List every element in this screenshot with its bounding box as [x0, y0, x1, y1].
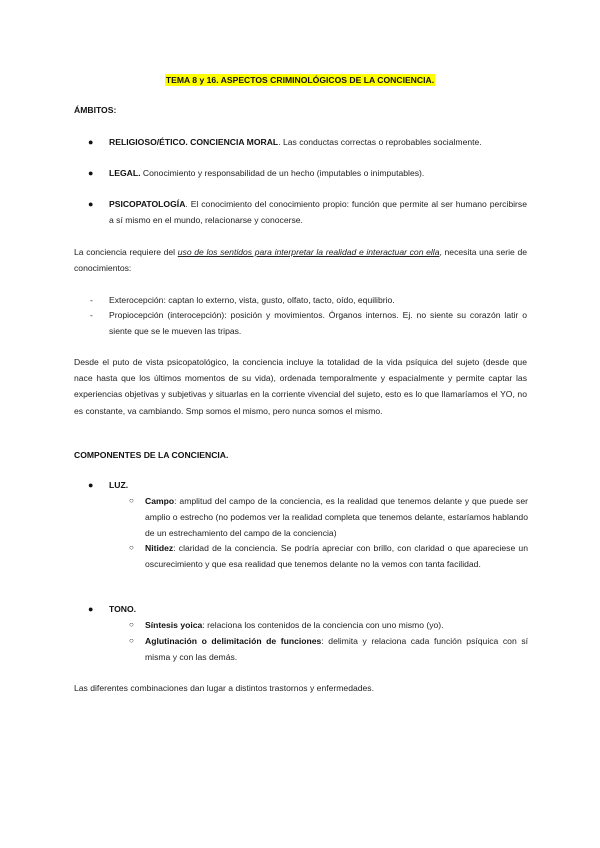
psico-paragraph: Desde el puto de vista psicopatológico, la conciencia incluye la totalidad de la vida psíquica del sujeto (desde que nace hasta que los últimos momentos de su vida), ordenada temporalmente y espacialmente y permite captar las experiencias objetivas y subjetivas y situarlas en la corriente vivencial del sujeto, esto es lo que llamaríamos el YO, no es constante, va cambiando. Smp somos el mismo, pero nunca somos el mismo.: [74, 357, 527, 416]
tono-term: Aglutinación o delimitación de funciones: [145, 636, 322, 646]
luz-label: LUZ.: [109, 480, 129, 490]
circle-bullet-icon: ○: [129, 620, 134, 629]
tono-item-aglutinacion: [145, 633, 528, 665]
tono-text: : relaciona los contenidos de la conciencia con uno mismo (yo).: [202, 620, 444, 630]
list-item-exterocepcion: Exterocepción: captan lo externo, vista, gusto, olfato, tacto, oído, equilibrio.: [109, 295, 395, 305]
tono-item-sintesis: [145, 617, 528, 633]
list-item-propiocepcion: Propiocepción (interocepción): posición y movimientos. Órganos internos. Ej. no siente su corazón latir o siente que se le mueven las tripas.: [109, 310, 527, 337]
ambito-text: . Las conductas correctas o reprobables socialmente.: [278, 137, 482, 147]
bullet-icon: ●: [88, 137, 94, 147]
intro-underlined: uso de los sentidos para interpretar la realidad e interactuar con ella: [177, 247, 440, 257]
ambito-term: PSICOPATOLOGÍA: [109, 199, 186, 209]
bullet-icon: ●: [88, 480, 94, 490]
luz-text: : amplitud del campo de la conciencia, es la realidad que tenemos delante y que puede ser amplio o estrecho (no podemos ver la realidad completa que tenemos delante, estaríamos hablando de un estrechamiento del campo de la conciencia): [145, 496, 528, 539]
componentes-heading: COMPONENTES DE LA CONCIENCIA.: [74, 450, 229, 460]
luz-text: : claridad de la conciencia. Se podría apreciar con brillo, con claridad o que apareciese un oscurecimiento y que esa realidad que tenemos delante no la vemos con tanta facilidad.: [145, 543, 528, 570]
intro-after: , necesita una serie de conocimientos:: [74, 247, 527, 274]
intro-before: La conciencia requiere del: [74, 247, 178, 257]
luz-item-nitidez: [145, 540, 528, 572]
ambito-text: . El conocimiento del conocimiento propio: función que permite al ser humano percibirse a sí mismo en el mundo, relacionarse y conocerse.: [109, 199, 527, 226]
ambito-item-religioso: [109, 134, 527, 150]
dash-marker: -: [90, 295, 93, 305]
bullet-icon: ●: [88, 604, 94, 614]
circle-bullet-icon: ○: [129, 543, 134, 552]
luz-term: Campo: [145, 496, 175, 506]
page-title: TEMA 8 y 16. ASPECTOS CRIMINOLÓGICOS DE LA CONCIENCIA.: [165, 75, 435, 85]
luz-item-campo: [145, 493, 528, 542]
circle-bullet-icon: ○: [129, 636, 134, 645]
ambitos-heading: ÁMBITOS:: [74, 105, 117, 115]
ambito-term: RELIGIOSO/ÉTICO. CONCIENCIA MORAL: [109, 137, 279, 147]
title-block: [0, 72, 600, 88]
ambito-item-legal: [109, 165, 527, 181]
tono-label: TONO.: [109, 604, 137, 614]
ambito-term: LEGAL.: [109, 168, 141, 178]
closing-paragraph: Las diferentes combinaciones dan lugar a distintos trastornos y enfermedades.: [74, 683, 374, 693]
dash-marker: -: [90, 310, 93, 320]
ambito-item-psicopatologia: [109, 196, 527, 228]
bullet-icon: ●: [88, 199, 94, 209]
luz-term: Nitidez: [145, 543, 174, 553]
ambito-text: Conocimiento y responsabilidad de un hecho (imputables o inimputables).: [140, 168, 425, 178]
conciencia-intro: [74, 244, 527, 276]
circle-bullet-icon: ○: [129, 496, 134, 505]
tono-text: : delimita y relaciona cada función psíquica con sí misma y con las demás.: [145, 636, 529, 663]
tono-term: Síntesis yoica: [145, 620, 203, 630]
bullet-icon: ●: [88, 168, 94, 178]
